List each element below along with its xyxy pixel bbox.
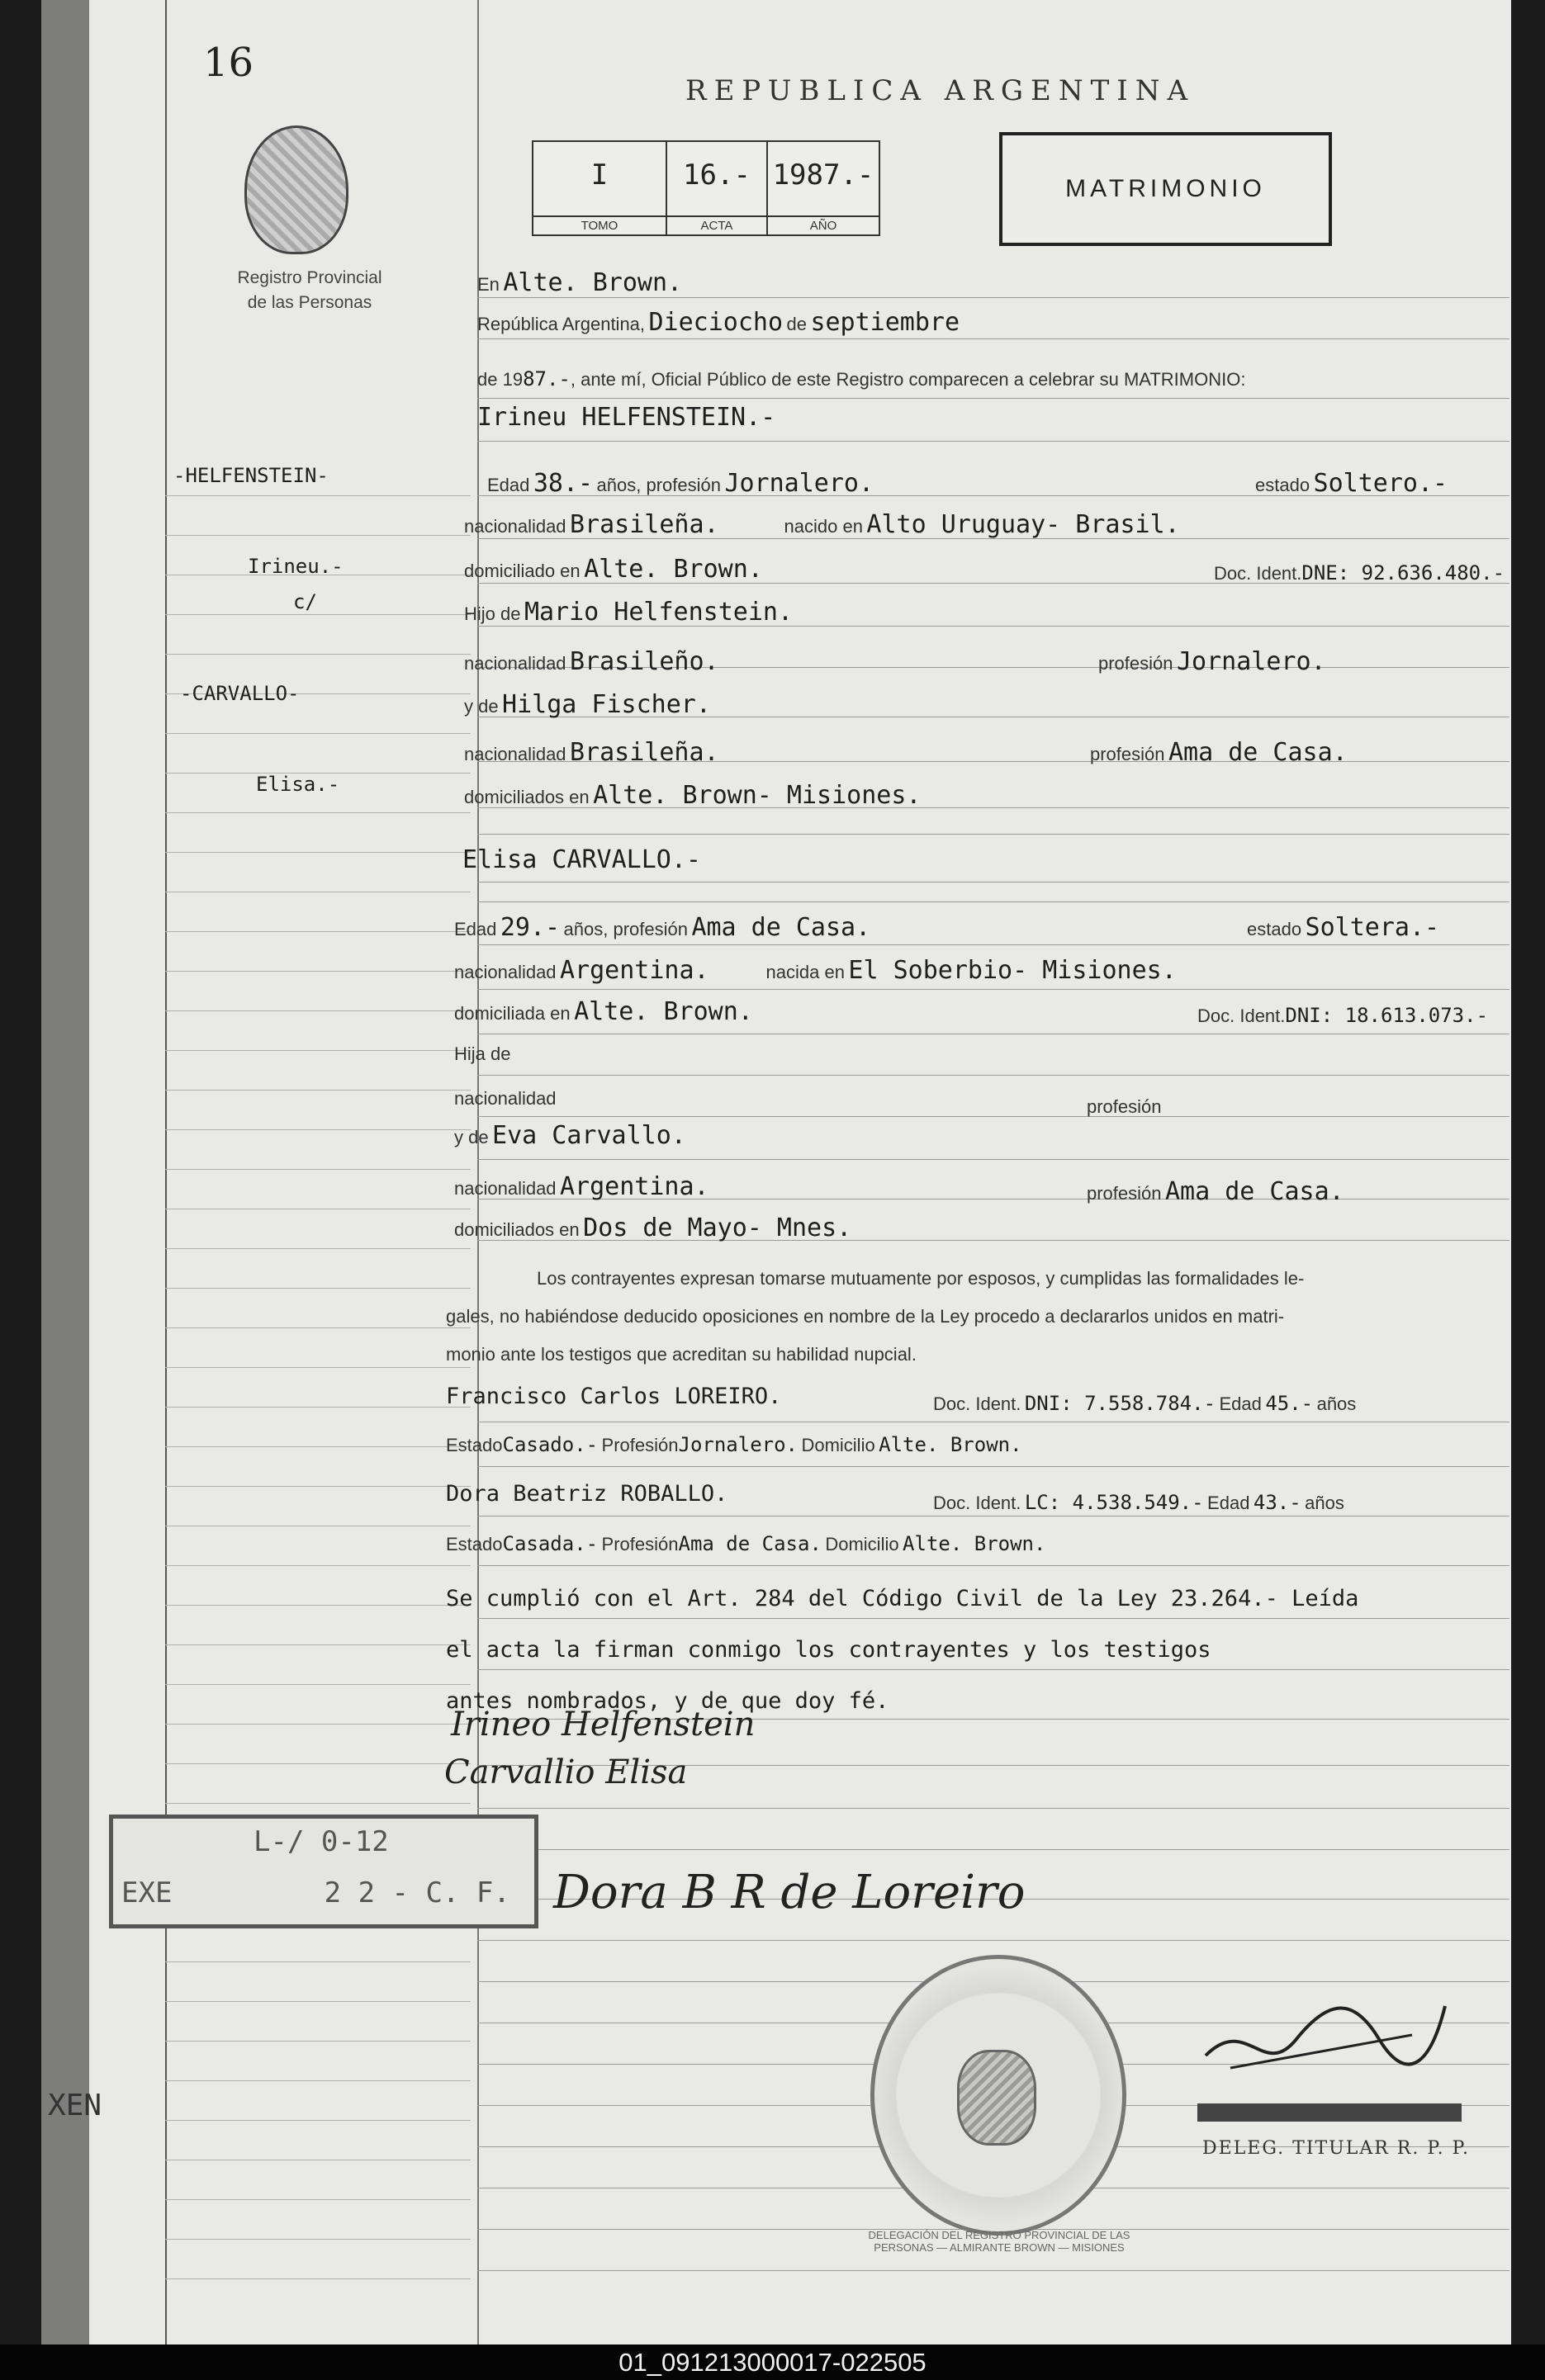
groom-mother-profession: Ama de Casa. [1168,738,1348,767]
margin-ruled-line [165,1724,471,1725]
witness2-line [446,1481,727,1507]
groom-parents-domicile-line [464,781,921,810]
estado-label: estado [1255,475,1310,495]
seal-text: DELEGACIÓN DEL REGISTRO PROVINCIAL DE LAS PERSONAS — ALMIRANTE BROWN — MISIONES [868,2229,1130,2254]
declaration-line-1: Los contrayentes expresan tomarse mutuamente por esposos, y cumplidas las formalidades le- [537,1268,1305,1289]
margin-ruled-line [165,1803,471,1804]
bride-mother-profession: Ama de Casa. [1164,1177,1344,1206]
witness1-doc-number: DNI: 7.558.784.- [1024,1392,1216,1415]
acta-box [532,140,880,236]
ruled-line [477,1466,1509,1467]
mother-profesion-label: profesión [1090,744,1165,764]
registro-line-1: Registro Provincial [237,268,382,287]
groom-father-prof [1098,647,1326,676]
margin-ruled-line [165,495,471,496]
ruled-line [477,834,1509,835]
domiciliada-label: domiciliada en [454,1003,571,1024]
groom-mother-nat-line [464,738,719,767]
signature-bride: Carvallio Elisa [444,1753,688,1791]
groom-age-line [487,469,874,498]
domiciliados-label: domiciliados en [464,787,590,807]
witness1-estado-label: Estado [446,1435,503,1455]
ruled-line [477,338,1509,339]
hijo-de-label: Hijo de [464,603,521,624]
anio-cell [768,142,879,234]
margin-ruled-line [165,1169,471,1170]
margin-ruled-line [165,1644,471,1645]
bride-y-de-label: y de [454,1127,489,1147]
intro-sentence: , ante mí, Oficial Público de este Registro comparecen a celebrar su MATRIMONIO: [570,369,1246,390]
bride-age: 29.- [500,913,561,942]
witness2-name: Dora Beatriz ROBALLO. [446,1481,728,1507]
nacida-label: nacida en [765,962,845,982]
bride-doc-ident-label: Doc. Ident. [1197,1005,1286,1026]
margin-ruled-line [165,2041,471,2042]
bride-domicile-line [454,997,753,1026]
anios-profesion-label: años, profesión [596,475,721,495]
bride-domiciliados-label: domiciliados en [454,1219,580,1240]
groom-father: Mario Helfenstein. [524,598,794,627]
groom-domicile: Alte. Brown. [584,555,763,584]
bride-mother-nat-line [454,1172,709,1201]
margin-ruled-line [165,1605,471,1606]
margin-ruled-line [165,931,471,932]
signature-groom: Irineo Helfenstein [451,1706,756,1744]
ruled-line [477,1940,1509,1941]
coat-of-arms-icon [244,125,348,254]
signature-witness: Dora B R de Loreiro [553,1866,1026,1919]
ruled-line [477,297,1509,298]
ruled-line [477,944,1509,945]
seal-emblem-icon [957,2050,1036,2146]
margin-ruled-line [165,852,471,853]
page-title: REPUBLICA ARGENTINA [685,74,1196,107]
bride-estado-label: estado [1247,919,1302,939]
ruled-line [477,398,1509,399]
closing-text [446,1573,1511,1727]
margin-bride-name: Elisa.- [256,773,340,796]
ruled-line [477,1159,1509,1160]
bride-doc [1197,1004,1488,1027]
groom-mother-prof [1090,738,1348,767]
margin-ruled-line [165,1288,471,1289]
witness2-profesion-label: Profesión [601,1534,679,1554]
bride-mother-profesion-label: profesión [1087,1183,1162,1204]
groom-father-nat-line [464,647,719,676]
stamp-line-2: EXE 2 2 - C. F. [121,1876,510,1909]
year-suffix: 87.- [523,367,571,390]
margin-ruled-line [165,2239,471,2240]
witness1-anios-label: años [1316,1393,1357,1414]
registro-label [190,266,429,315]
intro-year-line [477,367,1245,390]
groom-birthplace: Alto Uruguay- Brasil. [866,510,1180,539]
witness1-line [446,1384,781,1409]
acta-value: 16.- [683,159,751,192]
intro-place-line [477,268,682,297]
margin-ruled-line [165,1010,471,1011]
margin-ruled-line [165,1327,471,1328]
margin-ruled-line [165,1050,471,1051]
ruled-line [477,2270,1509,2271]
groom-status [1255,469,1448,498]
witness2-edad-label: Edad [1207,1493,1250,1513]
footer-caption: 01_091213000017-022505 [0,2345,1545,2380]
witness1-age: 45.- [1265,1392,1314,1415]
bride-anios-profesion-label: años, profesión [563,919,688,939]
round-seal-icon [870,1955,1126,2236]
groom-mother: Hilga Fischer. [502,690,711,719]
groom-doc-number: DNE: 92.636.480.- [1301,561,1505,584]
ruled-line [477,1075,1509,1076]
witness2-domicilio-label: Domicilio [825,1534,899,1554]
en-label: En [477,274,500,295]
witness2-profession: Ama de Casa. [678,1532,822,1555]
hija-de-label: Hija de [454,1043,511,1064]
ruled-line [477,989,1509,990]
bride-mother-line [454,1121,686,1150]
witness1-domicile: Alte. Brown. [879,1433,1022,1456]
document-page [41,0,1511,2345]
margin-ruled-line [165,1129,471,1130]
witness1-profesion-label: Profesión [601,1435,679,1455]
doc-ident-label: Doc. Ident. [1214,563,1302,584]
ceremony-day: Dieciocho [648,308,784,337]
witness2-age: 43.- [1253,1491,1301,1514]
bride-parents-domicile: Dos de Mayo- Mnes. [583,1214,852,1242]
ruled-line [477,441,1509,442]
edad-label: Edad [487,475,530,495]
margin-ruled-line [165,1248,471,1249]
margin-ruled-line [165,1090,471,1091]
witness2-status: Casada.- [502,1532,599,1555]
ruled-line [477,901,1509,902]
bride-nacionalidad-label: nacionalidad [454,962,557,982]
declaration-line-3: monio ante los testigos que acreditan su habilidad nupcial. [446,1344,917,1365]
groom-domicile-line [464,555,763,584]
margin-bride-surname: -CARVALLO- [180,682,300,705]
groom-father-nationality: Brasileño. [570,647,719,676]
margin-groom-surname: -HELFENSTEIN- [173,464,329,487]
bride-mother-prof [1087,1177,1344,1206]
registro-line-2: de las Personas [247,293,372,312]
page-number: 16 [203,40,254,86]
de-label: de [786,314,807,334]
father-profesion-label: profesión [1098,653,1173,674]
groom-mother-nationality: Brasileña. [570,738,719,767]
margin-ruled-line [165,1961,471,1962]
declaration-paragraph [446,1260,1503,1374]
closing-line-3: antes nombrados, y de que doy fé. [446,1688,889,1714]
tomo-value: I [590,159,609,192]
rectangular-stamp [109,1815,538,1928]
y-de-label: y de [464,696,499,717]
margin-ruled-line [165,1367,471,1368]
witness1-profession: Jornalero. [678,1433,798,1456]
tomo-label: TOMO [533,215,666,233]
closing-line-1: Se cumplió con el Art. 284 del Código Civil de la Ley 23.264.- Leída [446,1586,1359,1611]
witness1-doc [933,1392,1356,1415]
bride-mother-nationality: Argentina. [560,1172,709,1201]
margin-ruled-line [165,812,471,813]
intro-date-line [477,308,960,337]
witness2-domicile: Alte. Brown. [903,1532,1046,1555]
declaration-line-2: gales, no habiéndose deducido oposiciones en nombre de la Ley procedo a declararlos unidos en matri- [446,1306,1285,1327]
acta-label: ACTA [667,215,766,233]
margin-ruled-line [165,1446,471,1447]
bride-age-line [454,913,870,942]
mother-nacionalidad-label: nacionalidad [464,744,566,764]
nacionalidad-label: nacionalidad [464,516,566,537]
domiciliado-label: domiciliado en [464,561,581,581]
bride-doc-number: DNI: 18.613.073.- [1285,1004,1489,1027]
groom-full-name: Irineu HELFENSTEIN.- [477,403,776,432]
witness1-doc-label: Doc. Ident. [933,1393,1021,1414]
witness1-status: Casado.- [502,1433,599,1456]
ruled-line [477,1808,1509,1809]
witness1-details [446,1433,1022,1456]
margin-ruled-line [165,1763,471,1764]
republica-label: República Argentina, [477,314,646,334]
groom-civil-status: Soltero.- [1313,469,1448,498]
bride-father-nacionalidad-label: nacionalidad [454,1088,557,1109]
groom-mother-line [464,690,711,719]
bride-birthplace: El Soberbio- Misiones. [848,956,1177,985]
witness2-doc-number: LC: 4.538.549.- [1024,1491,1204,1514]
ruled-line [477,1849,1509,1850]
witness2-doc [933,1491,1344,1514]
margin-ruled-line [165,2080,471,2081]
margin-ruled-line [165,535,471,536]
margin-ruled-line [165,2001,471,2002]
witness2-estado-label: Estado [446,1534,503,1554]
margin-ruled-line [165,2278,471,2279]
groom-parents-domicile: Alte. Brown- Misiones. [593,781,922,810]
stamp-line-1: L-/ 0-12 [254,1825,389,1858]
ruled-line [477,1565,1509,1566]
margin-ruled-line [165,1565,471,1566]
groom-doc [1214,561,1505,584]
bride-nationality: Argentina. [560,956,709,985]
edge-text: XEN [48,2089,102,2122]
bride-profession: Ama de Casa. [691,913,871,942]
bride-status [1247,913,1439,942]
groom-father-line [464,598,793,627]
delegacion-label: DELEG. TITULAR R. P. P. [1202,2138,1470,2159]
witness2-details [446,1532,1045,1555]
binding-strip [41,0,89,2345]
margin-connector: c/ [293,590,317,613]
groom-profession: Jornalero. [724,469,874,498]
groom-nationality: Brasileña. [570,510,719,539]
margin-ruled-line [165,2120,471,2121]
bride-nationality-line [454,956,1177,985]
official-signature-icon [1197,1990,1462,2089]
margin-ruled-line [165,971,471,972]
bride-father-profesion-label: profesión [1087,1096,1162,1117]
official-name-block [1197,2103,1462,2122]
groom-nationality-line [464,510,1180,539]
bride-civil-status: Soltera.- [1305,913,1440,942]
margin-groom-name: Irineu.- [248,555,344,578]
margin-ruled-line [165,1407,471,1408]
bride-mother-nacionalidad-label: nacionalidad [454,1178,557,1199]
witness1-domicilio-label: Domicilio [801,1435,875,1455]
bride-domicile: Alte. Brown. [574,997,753,1026]
bride-mother: Eva Carvallo. [492,1121,686,1150]
witness1-edad-label: Edad [1219,1393,1262,1414]
bride-parents-domicile-line [454,1214,851,1242]
groom-age: 38.- [533,469,594,498]
anio-label: AÑO [768,215,879,233]
witness2-anios-label: años [1305,1493,1344,1513]
margin-ruled-line [165,1486,471,1487]
father-nacionalidad-label: nacionalidad [464,653,566,674]
witness2-doc-label: Doc. Ident. [933,1493,1021,1513]
year-prefix: de 19 [477,369,524,390]
ceremony-month: septiembre [810,308,960,337]
bride-full-name: Elisa CARVALLO.- [462,845,701,874]
margin-ruled-line [165,2199,471,2200]
ruled-line [477,1116,1509,1117]
margin-ruled-line [165,654,471,655]
margin-divider [165,0,167,2345]
margin-ruled-line [165,733,471,734]
matrimonio-box: MATRIMONIO [999,132,1332,246]
witness1-name: Francisco Carlos LOREIRO. [446,1384,782,1409]
anio-value: 1987.- [772,159,874,192]
bride-edad-label: Edad [454,919,497,939]
margin-ruled-line [165,614,471,615]
groom-father-profession: Jornalero. [1176,647,1326,676]
ceremony-place: Alte. Brown. [503,268,683,297]
nacido-label: nacido en [784,516,863,537]
tomo-cell [533,142,667,234]
margin-ruled-line [165,1684,471,1685]
acta-cell [667,142,768,234]
closing-line-2: el acta la firman conmigo los contrayentes y los testigos [446,1637,1211,1663]
